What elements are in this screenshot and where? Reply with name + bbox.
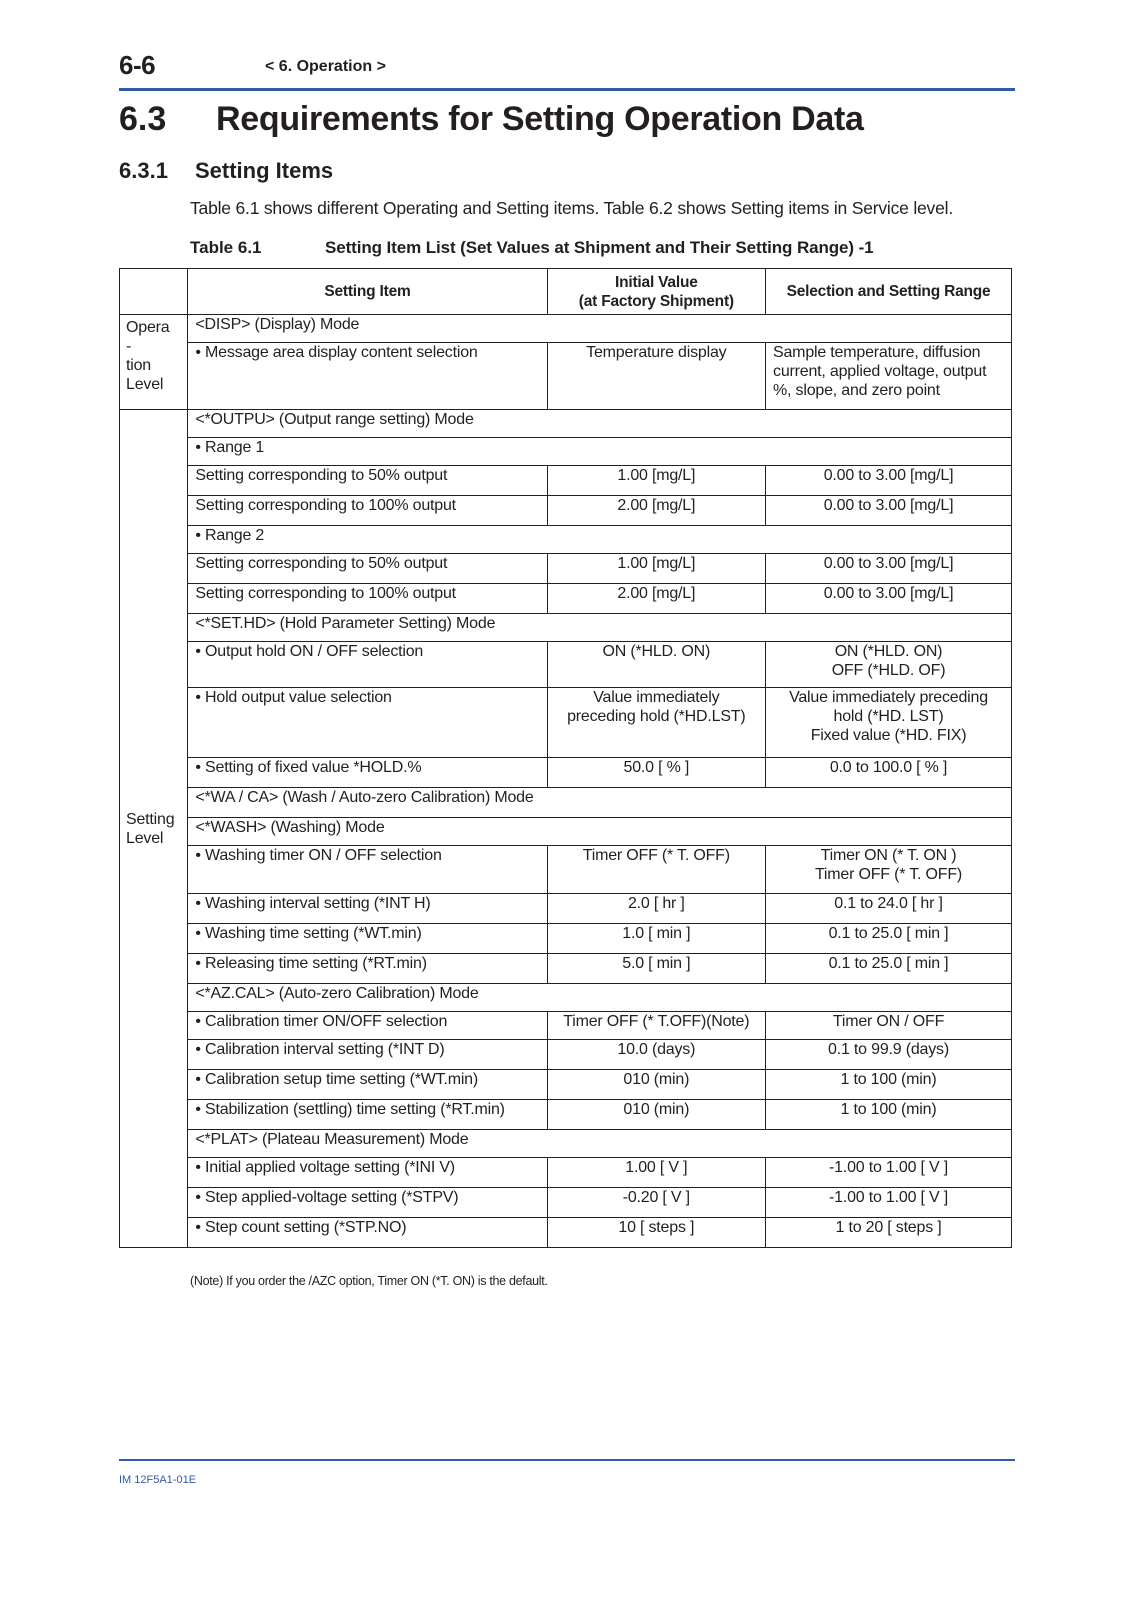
setting-range-cell: 0.1 to 99.9 (days) [766, 1040, 1012, 1070]
mode-header-row [120, 410, 1012, 438]
setting-item-cell: • Step count setting (*STP.NO) [188, 1218, 547, 1248]
initial-value-cell: Timer OFF (* T.OFF)(Note) [547, 1012, 765, 1040]
mode-header-row [120, 1130, 1012, 1158]
mode-label: <*SET.HD> (Hold Parameter Setting) Mode [188, 614, 1012, 642]
setting-range-cell: 0.00 to 3.00 [mg/L] [766, 466, 1012, 496]
setting-row [120, 924, 1012, 954]
setting-row [120, 758, 1012, 788]
setting-range-cell: 1 to 20 [ steps ] [766, 1218, 1012, 1248]
setting-item-cell: • Calibration setup time setting (*WT.min) [188, 1070, 547, 1100]
setting-item-cell: • Initial applied voltage setting (*INI V) [188, 1158, 547, 1188]
setting-row [120, 584, 1012, 614]
initial-value-cell: 10.0 (days) [547, 1040, 765, 1070]
setting-row [120, 894, 1012, 924]
initial-value-cell: 2.00 [mg/L] [547, 584, 765, 614]
initial-value-cell: Temperature display [547, 343, 765, 410]
header-setting-range: Selection and Setting Range [766, 269, 1012, 315]
setting-item-cell: • Washing timer ON / OFF selection [188, 846, 547, 894]
setting-item-cell: • Step applied-voltage setting (*STPV) [188, 1188, 547, 1218]
subsection-number: 6.3.1 [119, 158, 168, 183]
setting-item-cell: • Message area display content selection [188, 343, 547, 410]
mode-header-row [120, 526, 1012, 554]
header-initial-value [547, 269, 765, 315]
initial-value-cell: 50.0 [ % ] [547, 758, 765, 788]
setting-range-cell: Timer ON (* T. ON ) Timer OFF (* T. OFF) [766, 846, 1012, 894]
setting-range-cell: Value immediately preceding hold (*HD. LST) Fixed value (*HD. FIX) [766, 688, 1012, 758]
operation-level-label: Opera - tion Level [120, 315, 188, 410]
mode-header-row [120, 614, 1012, 642]
setting-range-cell: Timer ON / OFF [766, 1012, 1012, 1040]
mode-header-row [120, 984, 1012, 1012]
initial-value-cell: 1.0 [ min ] [547, 924, 765, 954]
setting-row [120, 1188, 1012, 1218]
setting-row [120, 1100, 1012, 1130]
setting-item-cell: • Hold output value selection [188, 688, 547, 758]
header-setting-item: Setting Item [188, 269, 547, 315]
setting-item-cell: • Releasing time setting (*RT.min) [188, 954, 547, 984]
section-number: 6.3 [119, 100, 167, 138]
setting-item-cell: • Washing interval setting (*INT H) [188, 894, 547, 924]
setting-row [120, 1070, 1012, 1100]
mode-label: <*OUTPU> (Output range setting) Mode [188, 410, 1012, 438]
initial-value-cell: ON (*HLD. ON) [547, 642, 765, 688]
setting-row [120, 1158, 1012, 1188]
setting-item-cell: Setting corresponding to 100% output [188, 496, 547, 526]
setting-item-table [119, 268, 1012, 1248]
setting-range-cell: 0.00 to 3.00 [mg/L] [766, 584, 1012, 614]
setting-item-cell: Setting corresponding to 50% output [188, 466, 547, 496]
setting-row [120, 343, 1012, 410]
initial-value-cell: Value immediately preceding hold (*HD.LST) [547, 688, 765, 758]
table-caption-label: Table 6.1 [190, 238, 262, 257]
setting-row [120, 1218, 1012, 1248]
chapter-breadcrumb: < 6. Operation > [265, 58, 386, 75]
mode-label: <*WA / CA> (Wash / Auto-zero Calibration) Mode [188, 788, 1012, 818]
setting-row [120, 1012, 1012, 1040]
header-rule [119, 88, 1015, 91]
setting-item-cell: Setting corresponding to 100% output [188, 584, 547, 614]
setting-row [120, 496, 1012, 526]
mode-label: • Range 2 [188, 526, 1012, 554]
setting-range-cell: ON (*HLD. ON) OFF (*HLD. OF) [766, 642, 1012, 688]
setting-row [120, 466, 1012, 496]
setting-item-cell: • Washing time setting (*WT.min) [188, 924, 547, 954]
intro-paragraph: Table 6.1 shows different Operating and Setting items. Table 6.2 shows Setting items in Service level. [190, 198, 953, 218]
setting-range-cell: 0.0 to 100.0 [ % ] [766, 758, 1012, 788]
table-note: (Note) If you order the /AZC option, Timer ON (*T. ON) is the default. [190, 1274, 548, 1288]
footer-rule [119, 1459, 1015, 1461]
mode-label: <*AZ.CAL> (Auto-zero Calibration) Mode [188, 984, 1012, 1012]
initial-value-cell: 5.0 [ min ] [547, 954, 765, 984]
initial-value-cell: 1.00 [mg/L] [547, 466, 765, 496]
setting-row [120, 554, 1012, 584]
setting-range-cell: 1 to 100 (min) [766, 1100, 1012, 1130]
mode-header-row [120, 788, 1012, 818]
initial-value-cell: 2.0 [ hr ] [547, 894, 765, 924]
setting-row [120, 642, 1012, 688]
header-initial-line2: (at Factory Shipment) [578, 292, 734, 310]
mode-label: • Range 1 [188, 438, 1012, 466]
setting-range-cell: 0.1 to 24.0 [ hr ] [766, 894, 1012, 924]
initial-value-cell: 10 [ steps ] [547, 1218, 765, 1248]
setting-range-cell: 0.1 to 25.0 [ min ] [766, 954, 1012, 984]
header-initial-line1: Initial Value [614, 273, 698, 291]
setting-range-cell: 0.1 to 25.0 [ min ] [766, 924, 1012, 954]
mode-label: <*WASH> (Washing) Mode [188, 818, 1012, 846]
setting-level-label: Setting Level [120, 410, 188, 1248]
setting-item-cell: • Calibration interval setting (*INT D) [188, 1040, 547, 1070]
header-level-cell [120, 269, 188, 315]
initial-value-cell: 1.00 [ V ] [547, 1158, 765, 1188]
setting-range-cell: 0.00 to 3.00 [mg/L] [766, 496, 1012, 526]
table-body [120, 315, 1012, 1248]
section-title: Requirements for Setting Operation Data [216, 100, 864, 138]
subsection-title: Setting Items [195, 158, 334, 183]
document-id: IM 12F5A1-01E [119, 1474, 197, 1486]
initial-value-cell: Timer OFF (* T. OFF) [547, 846, 765, 894]
setting-row [120, 688, 1012, 758]
setting-row [120, 954, 1012, 984]
mode-label: <*PLAT> (Plateau Measurement) Mode [188, 1130, 1012, 1158]
setting-range-cell: -1.00 to 1.00 [ V ] [766, 1158, 1012, 1188]
setting-item-cell: • Stabilization (settling) time setting (*RT.min) [188, 1100, 547, 1130]
setting-range-cell: Sample temperature, diffusion current, applied voltage, output %, slope, and zero point [766, 343, 1012, 410]
setting-range-cell: 0.00 to 3.00 [mg/L] [766, 554, 1012, 584]
mode-header-row [120, 438, 1012, 466]
initial-value-cell: 1.00 [mg/L] [547, 554, 765, 584]
initial-value-cell: 2.00 [mg/L] [547, 496, 765, 526]
setting-range-cell: 1 to 100 (min) [766, 1070, 1012, 1100]
setting-item-cell: • Setting of fixed value *HOLD.% [188, 758, 547, 788]
mode-header-row [120, 315, 1012, 343]
setting-item-cell: Setting corresponding to 50% output [188, 554, 547, 584]
table-caption-title: Setting Item List (Set Values at Shipment and Their Setting Range) -1 [325, 238, 874, 257]
setting-row [120, 846, 1012, 894]
initial-value-cell: 010 (min) [547, 1100, 765, 1130]
initial-value-cell: -0.20 [ V ] [547, 1188, 765, 1218]
setting-item-cell: • Calibration timer ON/OFF selection [188, 1012, 547, 1040]
setting-item-cell: • Output hold ON / OFF selection [188, 642, 547, 688]
setting-row [120, 1040, 1012, 1070]
mode-header-row [120, 818, 1012, 846]
setting-range-cell: -1.00 to 1.00 [ V ] [766, 1188, 1012, 1218]
table-header-row [120, 269, 1012, 315]
page-number: 6-6 [119, 50, 156, 80]
mode-label: <DISP> (Display) Mode [188, 315, 1012, 343]
initial-value-cell: 010 (min) [547, 1070, 765, 1100]
